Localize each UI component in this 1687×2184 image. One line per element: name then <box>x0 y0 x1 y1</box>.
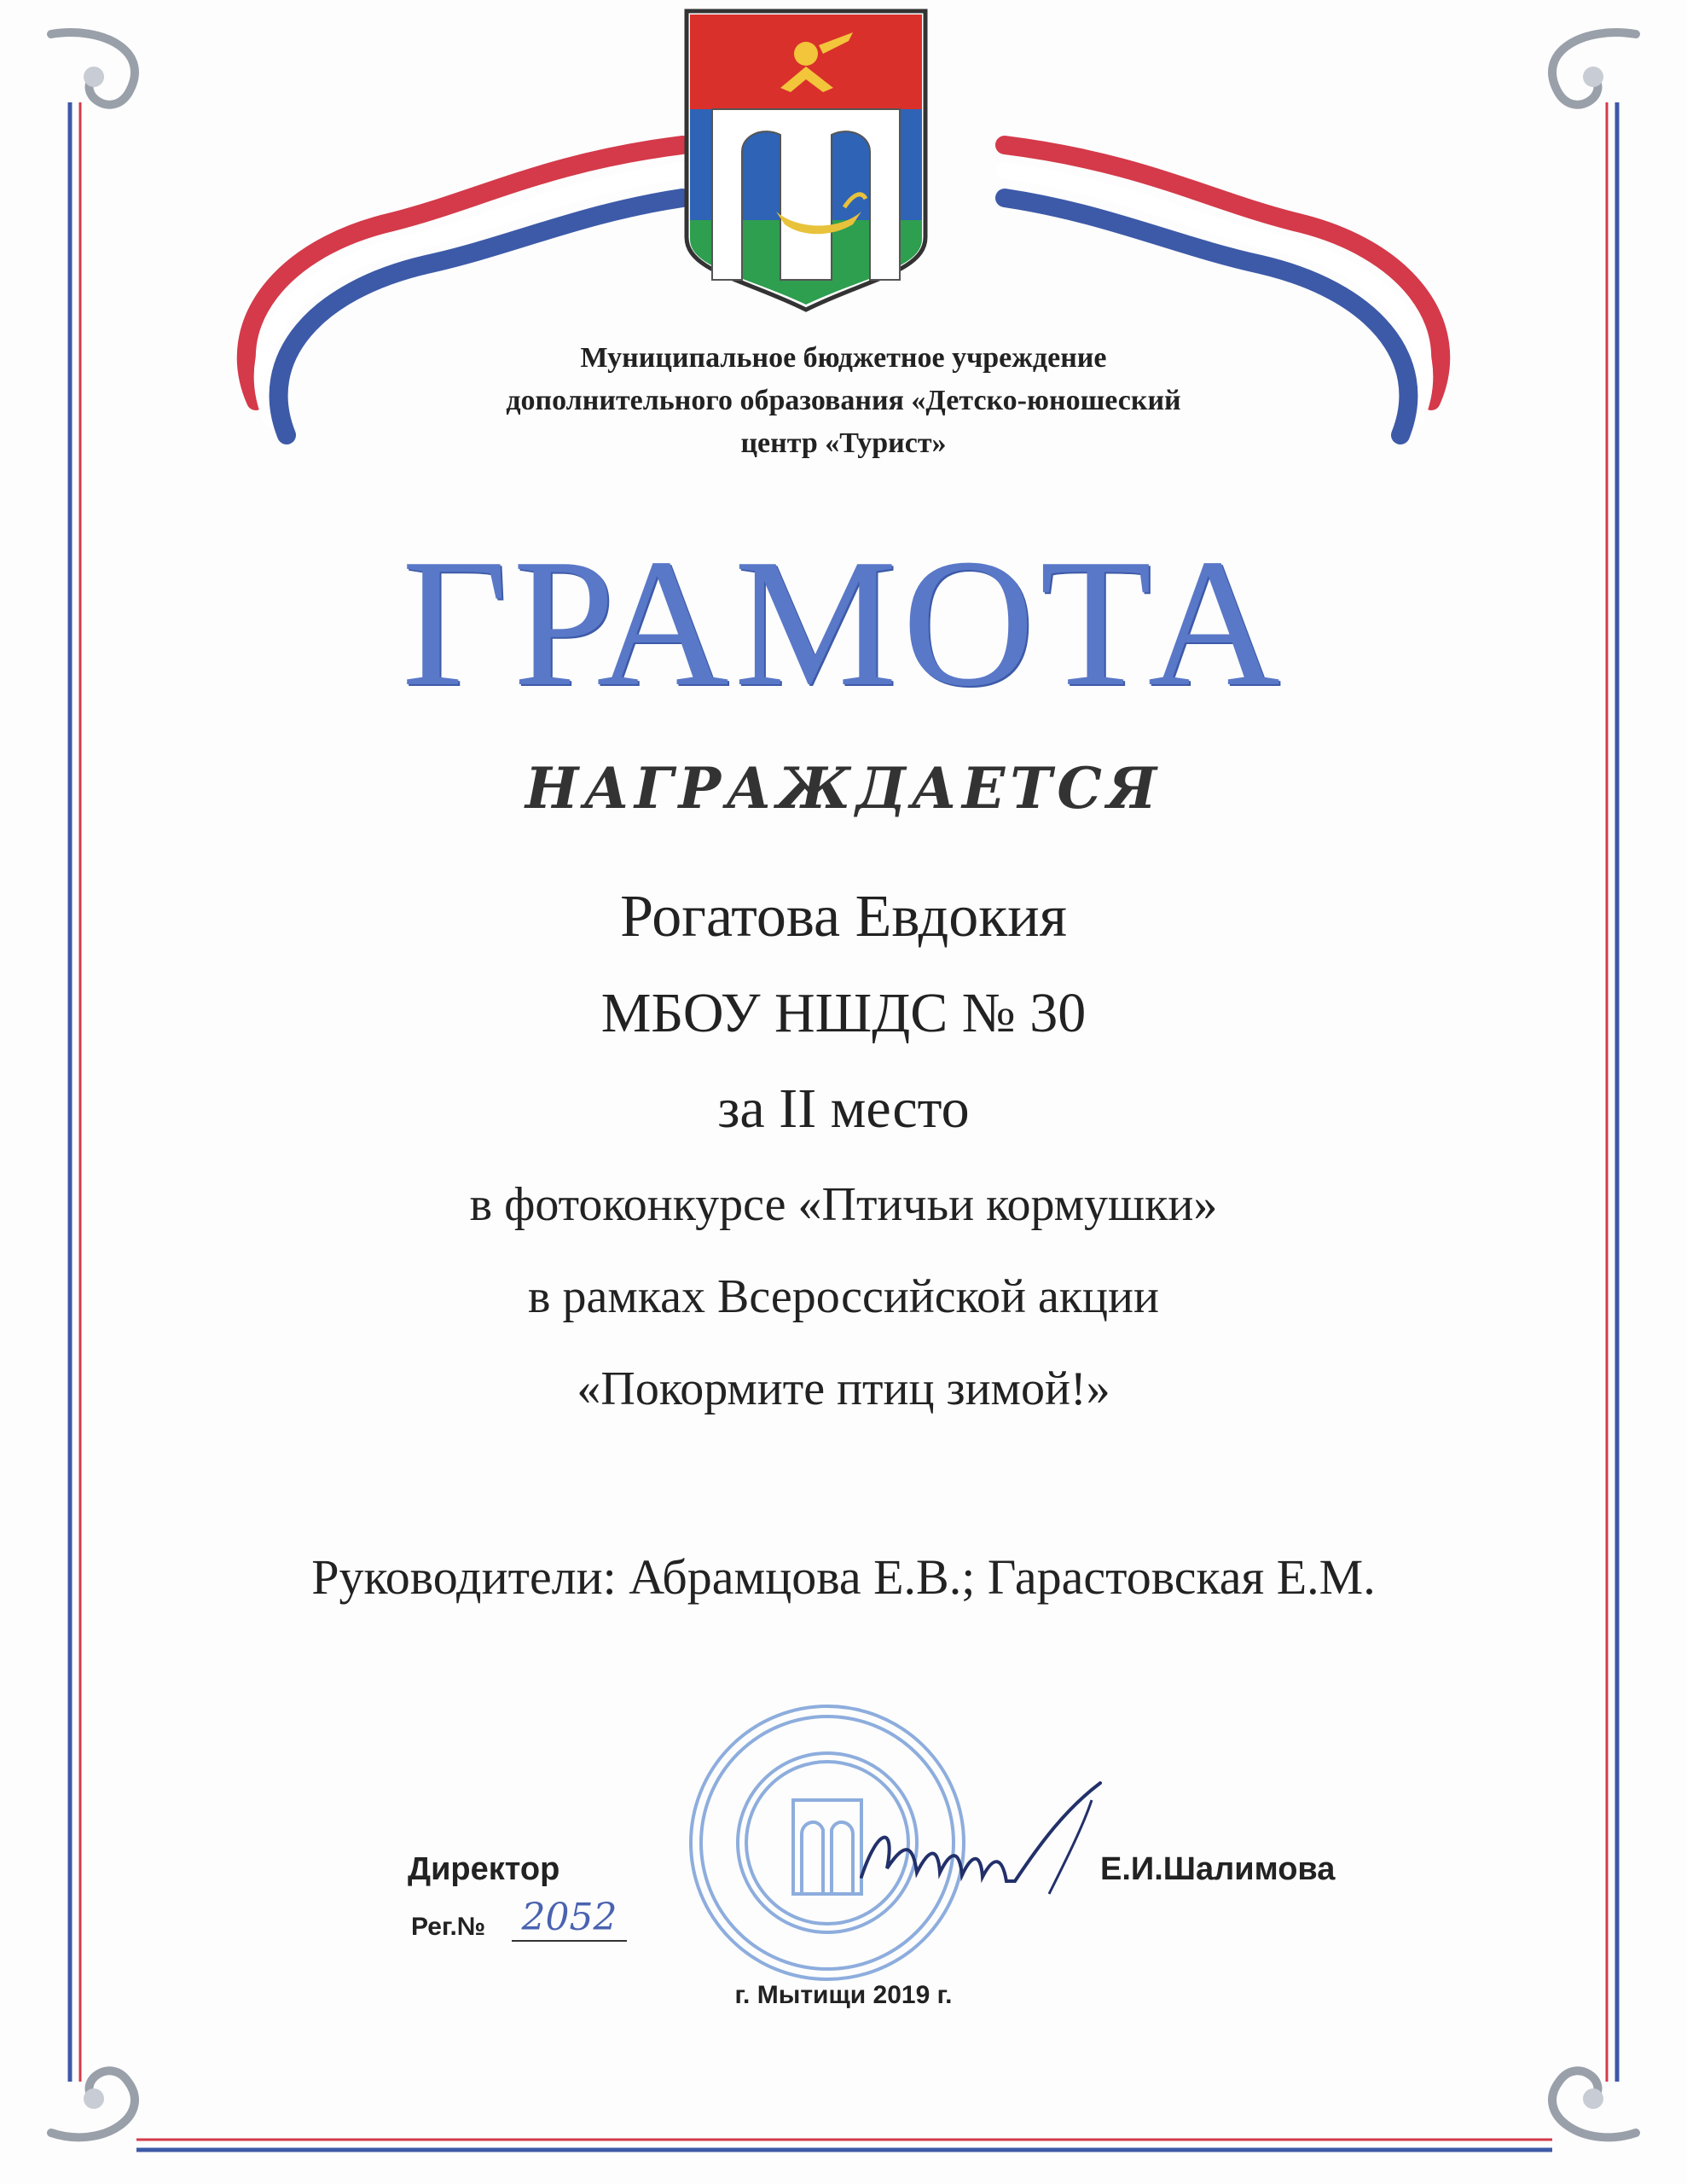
registration-number: 2052 <box>512 1896 627 1942</box>
award-place: за II место <box>717 1077 970 1140</box>
contest-line-2: в рамках Всероссийской акции <box>528 1270 1159 1323</box>
awarded-label: НАГРАЖДАЕТСЯ <box>525 755 1162 822</box>
contest-line-3: «Покормите птиц зимой!» <box>577 1362 1110 1415</box>
director-label: Директор <box>408 1851 560 1887</box>
director-name: Е.И.Шалимова <box>1100 1851 1336 1887</box>
director-signature <box>844 1774 1117 1911</box>
organization-header <box>0 337 1687 465</box>
recipient-name: Рогатова Евдокия <box>620 884 1067 950</box>
leaders-line: Руководители: Абрамцова Е.В.; Гарастовская Е.М. <box>311 1549 1376 1605</box>
recipient-school: МБОУ НШДС № 30 <box>600 982 1087 1044</box>
certificate-title: ГРАМОТА <box>402 520 1285 724</box>
organization-line-1: Муниципальное бюджетное учреждение <box>580 342 1107 374</box>
contest-line-1: в фотоконкурсе «Птичьи кормушки» <box>469 1178 1218 1231</box>
organization-line-3: центр «Турист» <box>740 427 947 459</box>
registration-label: Рег.№ <box>411 1913 486 1941</box>
organization-line-2: дополнительного образования «Детско-юношеский <box>506 385 1181 416</box>
city-year: г. Мытищи 2019 г. <box>734 1981 953 2009</box>
coat-of-arms-emblem <box>678 7 934 314</box>
